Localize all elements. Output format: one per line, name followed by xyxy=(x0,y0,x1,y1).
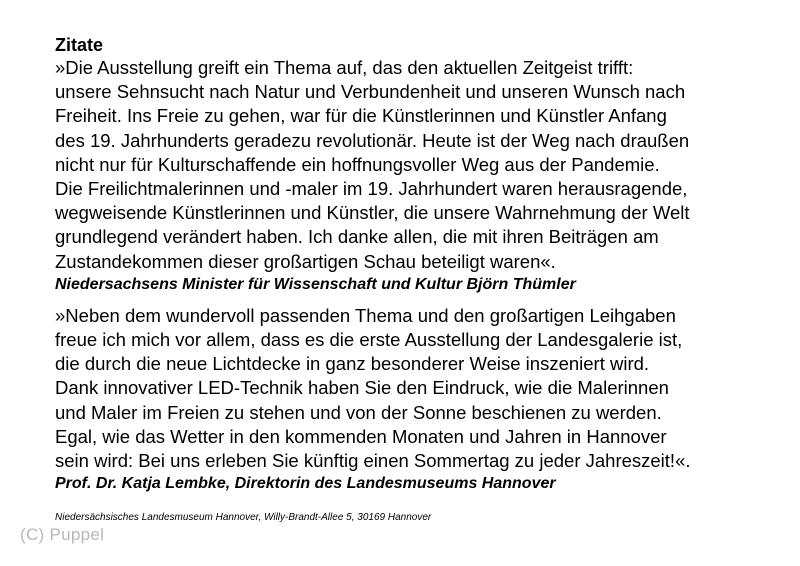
quote-line: des 19. Jahrhunderts geradezu revolutionär. Heute ist der Weg nach draußen xyxy=(55,129,690,151)
section-heading: Zitate xyxy=(55,35,104,55)
quote-line: Zustandekommen dieser großartigen Schau beteiligt waren«. xyxy=(55,250,556,272)
quote-line: grundlegend verändert haben. Ich danke allen, die mit ihren Beiträgen am xyxy=(55,226,659,248)
quote-attribution-2: Prof. Dr. Katja Lembke, Direktorin des Landesmuseums Hannover xyxy=(55,475,556,493)
quote-line: Freiheit. Ins Freie zu gehen, war für die Künstlerinnen und Künstler Anfang xyxy=(55,105,667,127)
quote-block-1 xyxy=(55,56,795,295)
document-body xyxy=(55,34,795,494)
quote-line: »Neben dem wundervoll passenden Thema und den großartigen Leihgaben xyxy=(55,304,676,326)
quote-attribution-1: Niedersachsens Minister für Wissenschaft und Kultur Björn Thümler xyxy=(55,275,576,293)
quote-line: unsere Sehnsucht nach Natur und Verbundenheit und unseren Wunsch nach xyxy=(55,81,686,103)
quote-line: Die Freilichtmalerinnen und -maler im 19. Jahrhundert waren herausragende, xyxy=(55,178,688,200)
copyright-watermark: (C) Puppel xyxy=(20,525,105,544)
quote-line: nicht nur für Kulturschaffende ein hoffnungsvoller Weg aus der Pandemie. xyxy=(55,153,660,175)
quote-text-2 xyxy=(55,304,795,473)
quote-line: wegweisende Künstlerinnen und Künstler, die unsere Wahrnehmung der Welt xyxy=(55,202,690,224)
quote-line: freue ich mich vor allem, dass es die erste Ausstellung der Landesgalerie ist, xyxy=(55,329,683,351)
quote-block-2 xyxy=(55,304,795,494)
footer-address: Niedersächsisches Landesmuseum Hannover, Willy-Brandt-Allee 5, 30169 Hannover xyxy=(55,512,432,523)
quote-line: Egal, wie das Wetter in den kommenden Monaten und Jahren in Hannover xyxy=(55,425,667,447)
quote-line: und Maler im Freien zu stehen und von der Sonne beschienen zu werden. xyxy=(55,401,662,423)
quote-line: sein wird: Bei uns erleben Sie künftig einen Sommertag zu jeder Jahreszeit!«. xyxy=(55,450,691,472)
quote-line: Dank innovativer LED-Technik haben Sie den Eindruck, wie die Malerinnen xyxy=(55,377,669,399)
quote-text-1 xyxy=(55,56,795,274)
quote-line: »Die Ausstellung greift ein Thema auf, das den aktuellen Zeitgeist trifft: xyxy=(55,57,634,78)
quote-line: die durch die neue Lichtdecke in ganz besonderer Weise inszeniert wird. xyxy=(55,353,650,375)
